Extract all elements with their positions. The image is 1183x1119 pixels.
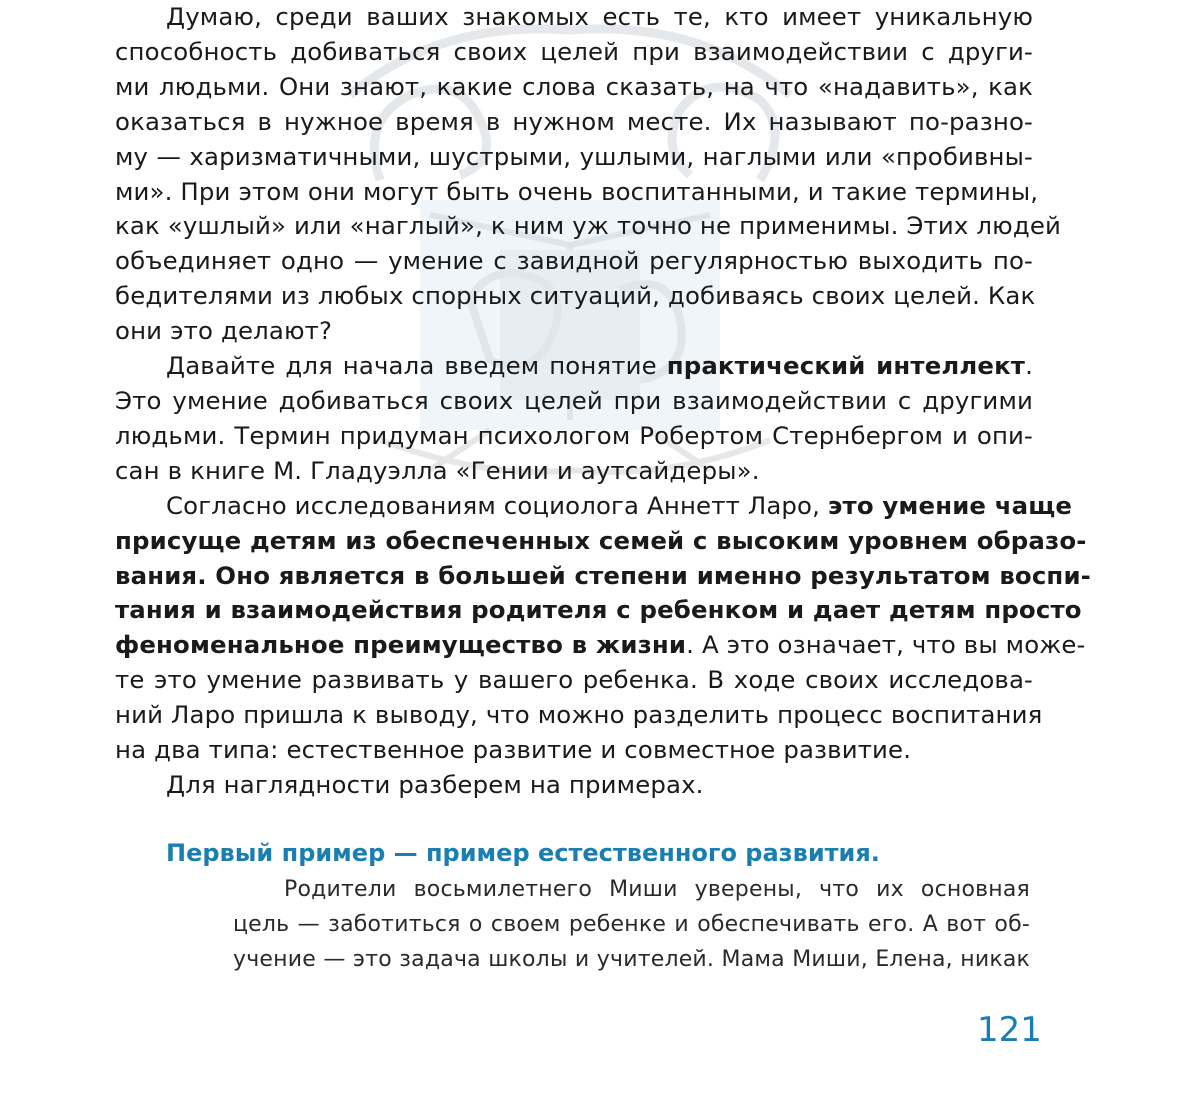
paragraph-3-bold-line: вания. Оно является в большей степени именно результатом воспи- bbox=[115, 560, 1091, 590]
section-heading: Первый пример — пример естественного развития. bbox=[166, 839, 880, 867]
paragraph-3-line: на два типа: естественное развитие и совместное развитие. bbox=[115, 735, 912, 765]
paragraph-2-line: сан в книге М. Гладуэлла «Гении и аутсайдеры». bbox=[115, 455, 760, 485]
paragraph-1-line: ми людьми. Они знают, какие слова сказать, на что «надавить», как bbox=[115, 71, 1033, 101]
paragraph-2-text: . bbox=[1025, 351, 1034, 381]
paragraph-3-text: Согласно исследованиям социолога Аннетт Ларо, bbox=[166, 490, 828, 520]
paragraph-1-line: способность добиваться своих целей при взаимодействии с други- bbox=[115, 36, 1033, 66]
paragraph-3-text: . А это означает, что вы може- bbox=[686, 630, 1086, 660]
example-line: учение — это задача школы и учителей. Мама Миши, Елена, никак bbox=[233, 947, 1030, 972]
page-number: 121 bbox=[977, 1010, 1042, 1050]
paragraph-4-line: Для наглядности разберем на примерах. bbox=[166, 769, 704, 799]
paragraph-1-line: Думаю, среди ваших знакомых есть те, кто имеет уникальную bbox=[166, 2, 1033, 31]
paragraph-2-line: Это умение добиваться своих целей при взаимодействии с другими bbox=[115, 385, 1033, 415]
paragraph-3-bold-text: это умение чаще bbox=[827, 490, 1073, 520]
paragraph-3-line bbox=[115, 628, 1086, 663]
paragraph-3-line: те это умение развивать у вашего ребенка. В ходе своих исследова- bbox=[115, 665, 1033, 695]
paragraph-3-line: ний Ларо пришла к выводу, что можно разделить процесс воспитания bbox=[115, 700, 1043, 730]
term-practical-intelligence: практический интеллект bbox=[666, 351, 1026, 381]
paragraph-2-line: людьми. Термин придуман психологом Робертом Стернбергом и опи- bbox=[115, 420, 1033, 450]
example-line: цель — заботиться о своем ребенке и обеспечивать его. А вот об- bbox=[233, 912, 1030, 937]
paragraph-3-bold-line: тания и взаимодействия родителя с ребенком и дает детям просто bbox=[115, 595, 1082, 625]
paragraph-3-line bbox=[115, 489, 1073, 524]
paragraph-3-bold-text: феноменальное преимущество в жизни bbox=[115, 630, 687, 660]
paragraph-1-line: ми». При этом они могут быть очень воспитанными, и такие термины, bbox=[115, 176, 1039, 206]
paragraph-1-line: объединяет одно — умение с завидной регулярностью выходить по- bbox=[115, 246, 1033, 276]
example-text-block bbox=[233, 872, 1030, 977]
paragraph-1-line: оказаться в нужное время в нужном месте. Их называют по-разно- bbox=[115, 106, 1033, 136]
main-text-block bbox=[115, 0, 1091, 803]
paragraph-2-line bbox=[115, 349, 1033, 384]
paragraph-1-line: они это делают? bbox=[115, 316, 333, 346]
paragraph-2-text: Давайте для начала введем понятие bbox=[166, 351, 667, 381]
paragraph-1-line: как «ушлый» или «наглый», к ним уж точно не применимы. Этих людей bbox=[115, 211, 1062, 241]
paragraph-1-line: бедителями из любых спорных ситуаций, добиваясь своих целей. Как bbox=[115, 281, 1036, 311]
paragraph-3-bold-line: присуще детям из обеспеченных семей с высоким уровнем образо- bbox=[115, 525, 1087, 555]
paragraph-1-line: му — харизматичными, шустрыми, ушлыми, наглыми или «пробивны- bbox=[115, 141, 1033, 171]
example-line: Родители восьмилетнего Миши уверены, что их основная bbox=[284, 877, 1030, 902]
